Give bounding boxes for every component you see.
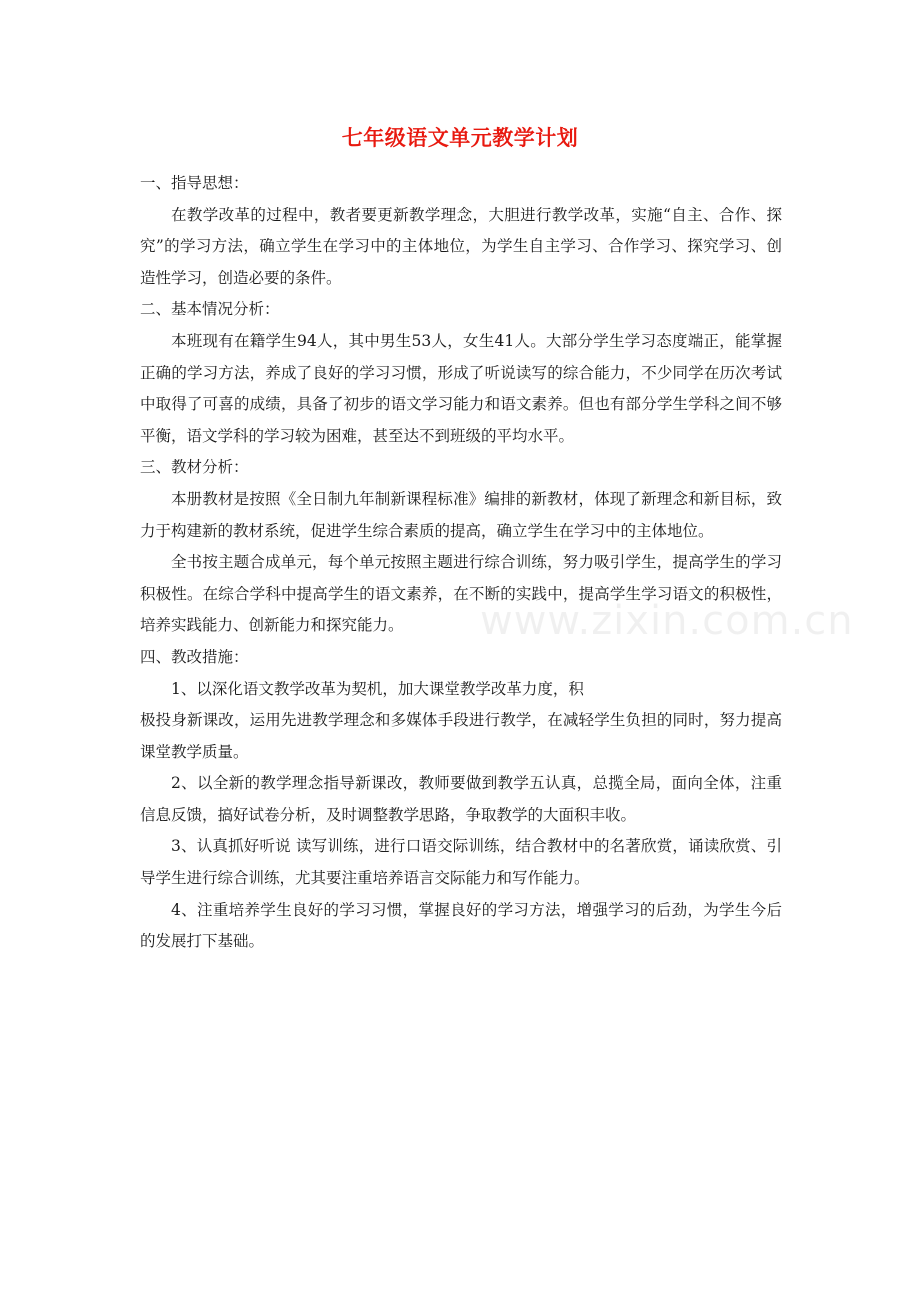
paragraph: 本册教材是按照《全日制九年制新课程标准》编排的新教材，体现了新理念和新目标，致力于构建新的教材系统，促进学生综合素质的提高，确立学生在学习中的主体地位。 [140,489,782,540]
measure-2: 2、以全新的教学理念指导新课改，教师要做到教学五认真，总揽全局，面向全体，注重信息反馈，搞好试卷分析，及时调整教学思路，争取教学的大面积丰收。 [140,774,782,824]
measure-4: 4、注重培养学生良好的学习习惯，掌握良好的学习方法，增强学习的后劲，为学生今后的发展打下基础。 [140,900,782,951]
document-body [140,168,782,958]
measure-1-line-2: 极投身新课改，运用先进教学理念和多媒体手段进行教学，在减轻学生负担的同时，努力提高课堂教学质量。 [140,711,782,761]
paragraph: 全书按主题合成单元，每个单元按照主题进行综合训练，努力吸引学生，提高学生的学习积极性。在综合学科中提高学生的语文素养，在不断的实践中，提高学生学习语文的积极性，培养实践能力、创新能力和探究能力。 [140,553,782,635]
paragraph: 本班现有在籍学生94人，其中男生53人，女生41人。大部分学生学习态度端正，能掌握正确的学习方法，养成了良好的学习习惯，形成了听说读写的综合能力，不少同学在历次考试中取得了可喜的成绩，具备了初步的语文学习能力和语文素养。但也有部分学生学科之间不够平衡，语文学科的学习较为困难，甚至达不到班级的平均水平。 [140,331,782,445]
paragraph: 在教学改革的过程中，教者要更新教学理念，大胆进行教学改革，实施“自主、合作、探究”的学习方法，确立学生在学习中的主体地位，为学生自主学习、合作学习、探究学习、创造性学习，创造必要的条件。 [140,205,782,287]
measure-3: 3、认真抓好听说 读写训练，进行口语交际训练，结合教材中的名著欣赏，诵读欣赏、引导学生进行综合训练，尤其要注重培养语言交际能力和写作能力。 [140,837,782,888]
watermark: www.zixin.com.cn [480,598,854,644]
section-heading-guiding-thought: 一、指导思想： [140,174,249,192]
section-heading-reform-measures: 四、教改措施： [140,647,249,666]
section-heading-textbook-analysis: 三、教材分析： [140,458,249,477]
measure-1-line-1: 1、以深化语文教学改革为契机，加大课堂教学改革力度，积 [171,679,584,698]
section-heading-situation-analysis: 二、基本情况分析： [140,300,280,319]
document-title: 七年级语文单元教学计划 [341,125,579,150]
